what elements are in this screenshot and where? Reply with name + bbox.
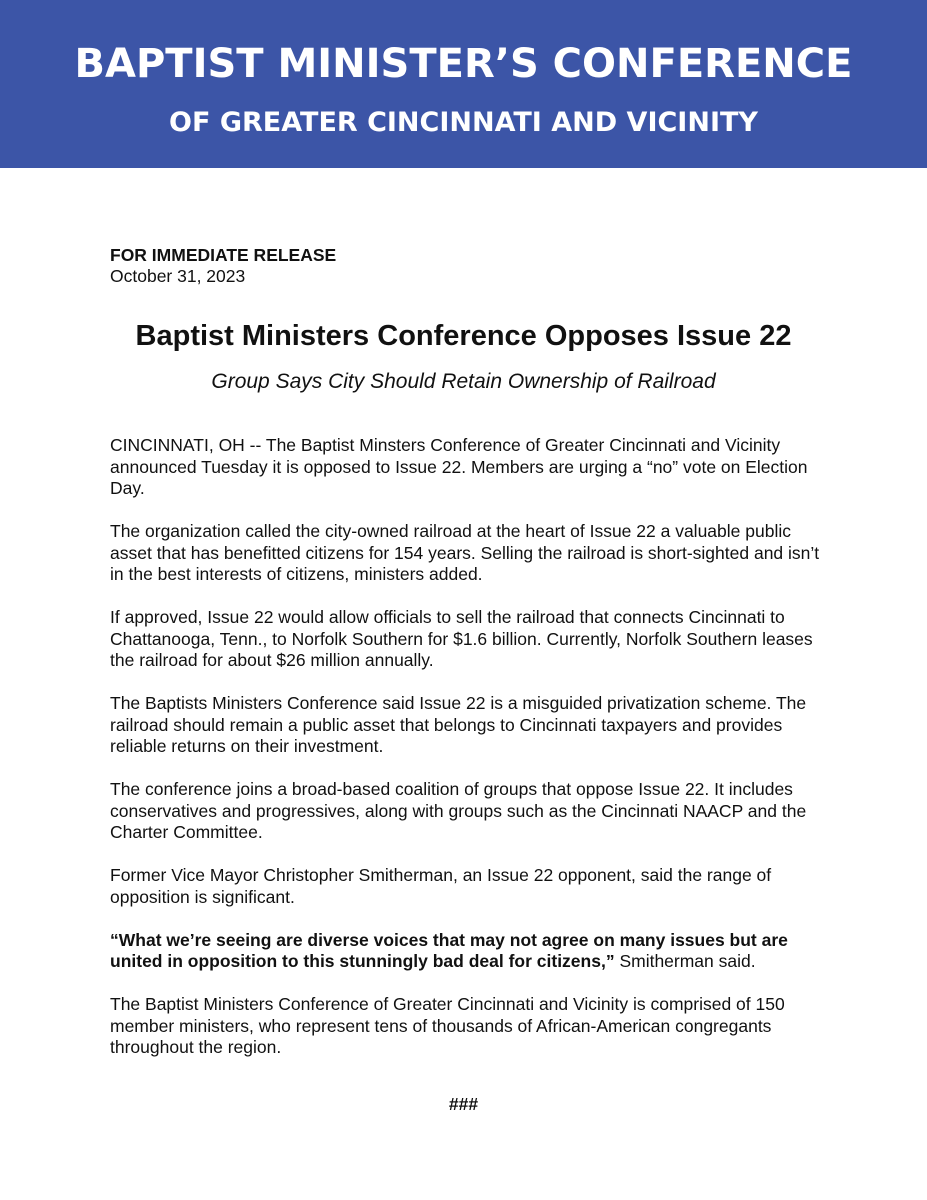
organization-region: OF GREATER CINCINNATI AND VICINITY <box>169 107 758 138</box>
body-paragraph-3: If approved, Issue 22 would allow officials to sell the railroad that connects Cincinnati to Chattanooga, Tenn., to Norfolk Southern for $1.6 billion. Currently, Norfolk Southern leases the railroad for about $26 million annually. <box>110 607 813 670</box>
body-paragraph-8: The Baptist Ministers Conference of Greater Cincinnati and Vicinity is comprised of 150 member ministers, who represent tens of thousands of African-American congregants throughout the region. <box>110 994 785 1057</box>
quote-attribution: Smitherman said. <box>614 951 756 971</box>
smitherman-quote: “What we’re seeing are diverse voices that may not agree on many issues but are united in opposition to this stunningly bad deal for citizens,” <box>110 929 788 971</box>
release-label: FOR IMMEDIATE RELEASE <box>110 245 337 265</box>
press-release-headline: Baptist Ministers Conference Opposes Issue 22 <box>135 320 792 352</box>
body-paragraph-6: Former Vice Mayor Christopher Smitherman, an Issue 22 opponent, said the range of opposition is significant. <box>110 865 772 907</box>
release-info <box>110 245 820 287</box>
press-release-body <box>110 435 822 1080</box>
body-paragraph-2: The organization called the city-owned railroad at the heart of Issue 22 a valuable public asset that has benefitted citizens for 154 years. Selling the railroad is short-sighted and isn’t in the best interests of citizens, ministers added. <box>110 521 820 584</box>
body-paragraph-7 <box>110 930 822 973</box>
body-paragraph-1: CINCINNATI, OH -- The Baptist Minsters Conference of Greater Cincinnati and Vicinity announced Tuesday it is opposed to Issue 22. Members are urging a “no” vote on Election Day. <box>110 435 808 498</box>
end-of-release-mark: ### <box>448 1094 479 1114</box>
body-paragraph-5: The conference joins a broad-based coalition of groups that oppose Issue 22. It includes conservatives and progressives, along with groups such as the Cincinnati NAACP and the Charter Committee. <box>110 779 807 842</box>
press-release-subheadline: Group Says City Should Retain Ownership of Railroad <box>211 370 716 393</box>
header-banner <box>0 0 927 168</box>
release-date: October 31, 2023 <box>110 266 246 286</box>
body-paragraph-4: The Baptists Ministers Conference said Issue 22 is a misguided privatization scheme. The railroad should remain a public asset that belongs to Cincinnati taxpayers and provides reliable returns on their investment. <box>110 693 807 756</box>
organization-name: BAPTIST MINISTER’S CONFERENCE <box>74 41 853 87</box>
